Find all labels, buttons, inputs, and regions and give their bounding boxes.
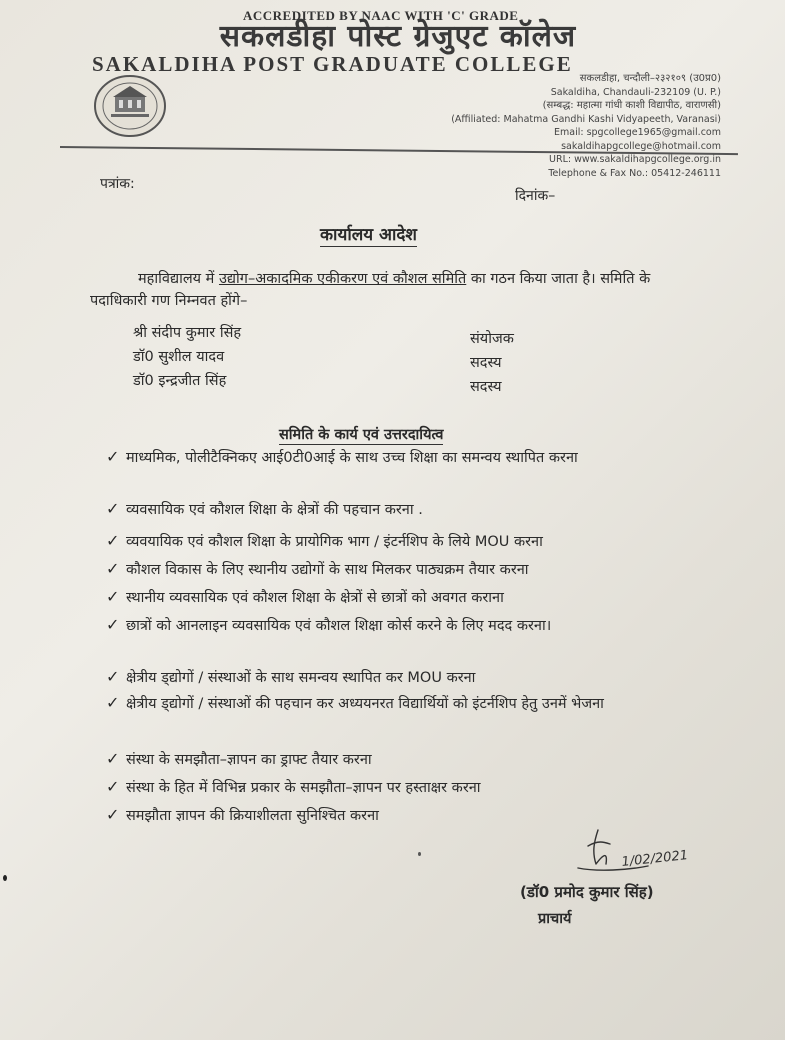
intro-text-after: का गठन किया जाता है। समिति के पदाधिकारी गण निम्नवत होंगे– — [90, 271, 651, 309]
principal-designation: प्राचार्य — [538, 911, 572, 927]
website-url: URL: www.sakaldihapgcollege.org.in — [549, 154, 721, 165]
duty-text: माध्यमिक, पोलीटैक्निकए आई0टी0आई के साथ उच्च शिक्षा का समन्वय स्थापित करना — [126, 450, 578, 466]
college-address-block — [451, 72, 721, 180]
duty-item — [106, 666, 696, 689]
checkmark-icon: ✓ — [106, 749, 120, 768]
duties-heading: समिति के कार्य एवं उत्तरदायित्व — [279, 424, 443, 445]
member-name: श्री संदीप कुमार सिंह — [133, 325, 242, 341]
duty-item — [106, 498, 696, 521]
member-name: डॉ0 सुशील यादव — [133, 349, 225, 365]
address-line: Sakaldiha, Chandauli-232109 (U. P.) — [550, 86, 721, 98]
checkmark-icon: ✓ — [106, 499, 120, 518]
duty-item — [106, 614, 696, 637]
checkmark-icon: ✓ — [106, 667, 120, 686]
member-role: सदस्य — [470, 355, 502, 371]
principal-name: (डॉ0 प्रमोद कुमार सिंह) — [520, 883, 654, 901]
duty-text: संस्था के समझौता–ज्ञापन का ड्राफ्ट तैयार करना — [126, 752, 372, 768]
checkmark-icon: ✓ — [106, 559, 120, 578]
member-role: संयोजक — [470, 331, 514, 347]
member-name: डॉ0 इन्द्रजीत सिंह — [133, 373, 227, 389]
email-secondary: sakaldihapgcollege@hotmail.com — [561, 140, 721, 152]
duty-text: संस्था के हित में विभिन्न प्रकार के समझौता–ज्ञापन पर हस्ताक्षर करना — [126, 780, 481, 796]
document-title: कार्यालय आदेश — [320, 222, 417, 247]
checkmark-icon: ✓ — [106, 693, 120, 712]
duty-text: व्यवयायिक एवं कौशल शिक्षा के प्रायोगिक भाग / इंटर्नशिप के लिये MOU करना — [126, 534, 543, 550]
duty-text: क्षेत्रीय ड्द्योगों / संस्थाओं के साथ समन्वय स्थापित कर MOU करना — [126, 670, 476, 686]
date-label: दिनांक– — [515, 188, 556, 204]
email-primary: Email: spgcollege1965@gmail.com — [554, 127, 721, 138]
ink-speck — [418, 852, 421, 856]
college-seal-logo — [93, 74, 167, 138]
address-line: सकलडीहा, चन्दौली–२३२१०९ (उ0प्र0) — [579, 73, 721, 84]
checkmark-icon: ✓ — [106, 447, 120, 466]
duty-text: स्थानीय व्यवसायिक एवं कौशल शिक्षा के क्षेत्रों से छात्रों को अवगत कराना — [126, 590, 504, 606]
duty-item — [106, 748, 696, 771]
duty-item — [106, 530, 696, 553]
college-name-hindi: सकलडीहा पोस्ट ग्रेजुएट कॉलेज — [219, 19, 577, 54]
college-name-english: SAKALDIHA POST GRADUATE COLLEGE — [92, 52, 573, 76]
checkmark-icon: ✓ — [106, 531, 120, 550]
duty-text: व्यवसायिक एवं कौशल शिक्षा के क्षेत्रों की पहचान करना . — [126, 502, 423, 518]
reference-number-label: पत्रांक: — [100, 176, 135, 192]
duty-item — [106, 692, 696, 715]
naac-accreditation: ACCREDITED BY NAAC WITH 'C' GRADE — [243, 8, 519, 23]
signature-date: 1/02/2021 — [620, 848, 689, 870]
duty-text: समझौता ज्ञापन की क्रियाशीलता सुनिश्चित करना — [126, 808, 379, 824]
duty-item — [106, 776, 696, 799]
affiliation-hindi: (सम्बद्ध: महात्मा गांधी काशी विद्यापीठ, वाराणसी) — [542, 100, 721, 111]
duty-text: कौशल विकास के लिए स्थानीय उद्योगों के साथ मिलकर पाठ्यक्रम तैयार करना — [126, 562, 529, 578]
telephone-fax: Telephone & Fax No.: 05412-246111 — [548, 167, 721, 179]
committee-name: उद्योग–अकादमिक एकीकरण एवं कौशल समिति — [218, 271, 467, 287]
handwritten-signature — [568, 820, 708, 880]
affiliation-english: (Affiliated: Mahatma Gandhi Kashi Vidyapeeth, Varanasi) — [451, 113, 721, 125]
checkmark-icon: ✓ — [106, 805, 120, 824]
intro-text-before: महाविद्यालय में — [138, 271, 219, 287]
intro-paragraph — [90, 268, 690, 312]
duty-text: क्षेत्रीय ड्द्योगों / संस्थाओं की पहचान कर अध्ययनरत विद्यार्थियों को इंटर्नशिप हेतु उनमें भेजना — [126, 696, 604, 712]
checkmark-icon: ✓ — [106, 777, 120, 796]
duty-item — [106, 446, 696, 469]
duty-text: छात्रों को आनलाइन व्यवसायिक एवं कौशल शिक्षा कोर्स करने के लिए मदद करना। — [126, 618, 552, 634]
checkmark-icon: ✓ — [106, 587, 120, 606]
duty-item — [106, 558, 696, 581]
checkmark-icon: ✓ — [106, 615, 120, 634]
ink-speck — [3, 875, 7, 881]
duty-item — [106, 586, 696, 609]
member-role: सदस्य — [470, 379, 502, 395]
